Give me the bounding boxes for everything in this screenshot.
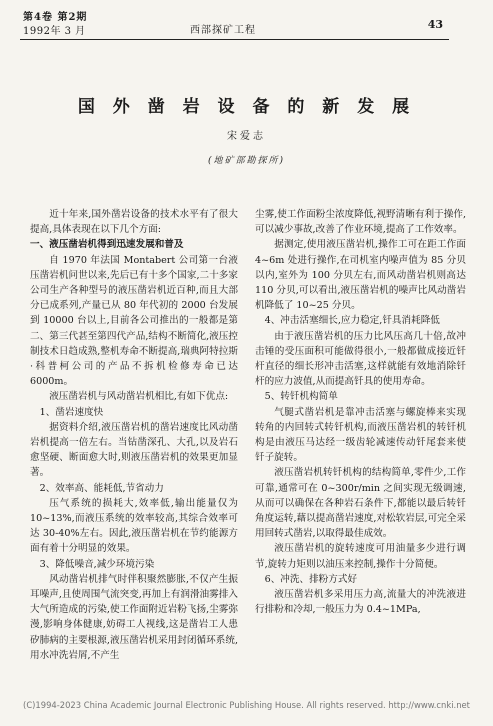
body-paragraph: 压气系统的损耗大,效率低,输出能量仅为 10~13%,而液压系统的效率较高,其综合效率可达 30-40%左右。因此,液压凿岩机在节约能源方面有着十分明显的效果。 bbox=[30, 497, 238, 555]
right-column bbox=[255, 207, 466, 617]
body-paragraph: 近十年来,国外凿岩设备的技术水平有了很大提高,具体表现在以下几个方面: bbox=[30, 209, 238, 236]
subsection-heading: 2、效率高、能耗低,节省动力 bbox=[39, 482, 164, 494]
page-header bbox=[0, 6, 493, 46]
subsection-heading: 3、降低噪音,减少环境污染 bbox=[39, 558, 155, 570]
body-paragraph: 液压凿岩机转钎机构的结构简单,零件少,工作可靠,通常可在 0~300r/min 之间实现无级调速,从而可以确保在各种岩石条件下,都能以最后转钎角度运转,藉以提高凿岩速度,对松软岩层,可完全采用回转式凿岩,以取得最佳成效。 bbox=[255, 467, 466, 540]
subsection-heading: 4、冲击活塞细长,应力稳定,钎具消耗降低 bbox=[264, 315, 440, 327]
subsection-heading: 1、凿岩速度快 bbox=[39, 406, 104, 418]
issue-date: 1992年 3 月 bbox=[23, 26, 86, 37]
body-paragraph: 据测定,使用液压凿岩机,操作工可在距工作面 4~6m 处进行操作,在司机室内噪声值为 85 分贝以内,室外为 100 分贝左右,而风动凿岩机则高达 110 分贝,可以看出,液压凿岩机的噪声比风动凿岩机降低了 10~25 分贝。 bbox=[255, 239, 466, 312]
header-rule bbox=[20, 39, 449, 40]
body-paragraph: 液压凿岩机的旋转速度可用油量多少进行调节,旋转力矩则以油压来控制,操作十分简便。 bbox=[255, 543, 466, 570]
subsection-heading: 5、转钎机构简单 bbox=[264, 391, 338, 403]
journal-name: 西部探矿工程 bbox=[190, 25, 256, 36]
left-column bbox=[30, 207, 238, 663]
copyright-footer: (C)1994-2023 China Academic Journal Electronic Publishing House. All rights reserved. http://www.cnki.net bbox=[23, 700, 470, 710]
volume-issue: 第4卷 第2期 bbox=[23, 12, 88, 23]
article-author: 宋爱志 bbox=[227, 131, 266, 142]
body-paragraph: 气腿式凿岩机是靠冲击活塞与螺旋棒来实现转角的内回转式转钎机构,而液压凿岩机的转钎机构是由液压马达经一级齿轮减速传动钎尾套来使钎子旋转。 bbox=[255, 406, 466, 464]
section-heading: 一、液压凿岩机得到迅速发展和普及 bbox=[30, 239, 184, 251]
body-paragraph: 据资料介绍,液压凿岩机的凿岩速度比风动凿岩机提高一倍左右。当钻凿深孔、大孔,以及岩石愈坚硬、断面愈大时,则液压凿岩机的效果更加显著。 bbox=[30, 421, 238, 479]
body-paragraph: 尘雾,使工作面粉尘浓度降低,视野清晰有利于操作,可以减少事故,改善了作业环境,提高了工作效率。 bbox=[255, 209, 466, 236]
subsection-heading: 6、冲洗、排粉方式好 bbox=[264, 573, 358, 585]
page-number: 43 bbox=[427, 18, 443, 31]
body-paragraph: 风动凿岩机排气时伴积聚然膨胀,不仅产生振耳噪声,且使周围气流突变,再加上有润滑油雾排入大气所造成的污染,使工作面附近岩粉飞扬,尘雾弥漫,影响身体健康,妨碍工人视线,这是凿岩工人患矽肺病的主要根源,液压凿岩机采用封闭循环系统,用水冲洗岩屑,不产生 bbox=[30, 573, 238, 661]
author-affiliation: (地矿部勘探所) bbox=[207, 156, 286, 166]
body-paragraph: 自 1970 年法国 Montabert 公司第一台液压凿岩机问世以来,先后已有十多个国家,二十多家公司生产各种型号的液压凿岩机近百种,而且大部分已成系列,产量已从 80 年代初的 2000 台发展到 10000 台以上,目前各公司推出的一般都是第二、第三代甚至第四代产品,结构不断简化,液压控制技术日趋成熟,整机寿命不断提高,瑞典阿特拉斯·科普柯公司的产品不拆机检修寿命已达 6000m。 bbox=[30, 254, 238, 388]
body-paragraph: 液压凿岩机多采用压力高,流量大的冲洗液进行排粉和冷却,一般压力为 0.4~1MPa, bbox=[255, 589, 466, 616]
body-paragraph: 由于液压凿岩机的压力比风压高几十倍,故冲击锤的受压面积可能做得很小,一般都做成接近钎杆直径的细长形冲击活塞,这样就能有效地消除钎杆的应力波值,从而提高钎具的使用寿命。 bbox=[255, 330, 466, 388]
article-title: 国 外 凿 岩 设 备 的 新 发 展 bbox=[77, 97, 416, 117]
body-paragraph: 液压凿岩机与风动凿岩机相比,有如下优点: bbox=[49, 391, 229, 403]
